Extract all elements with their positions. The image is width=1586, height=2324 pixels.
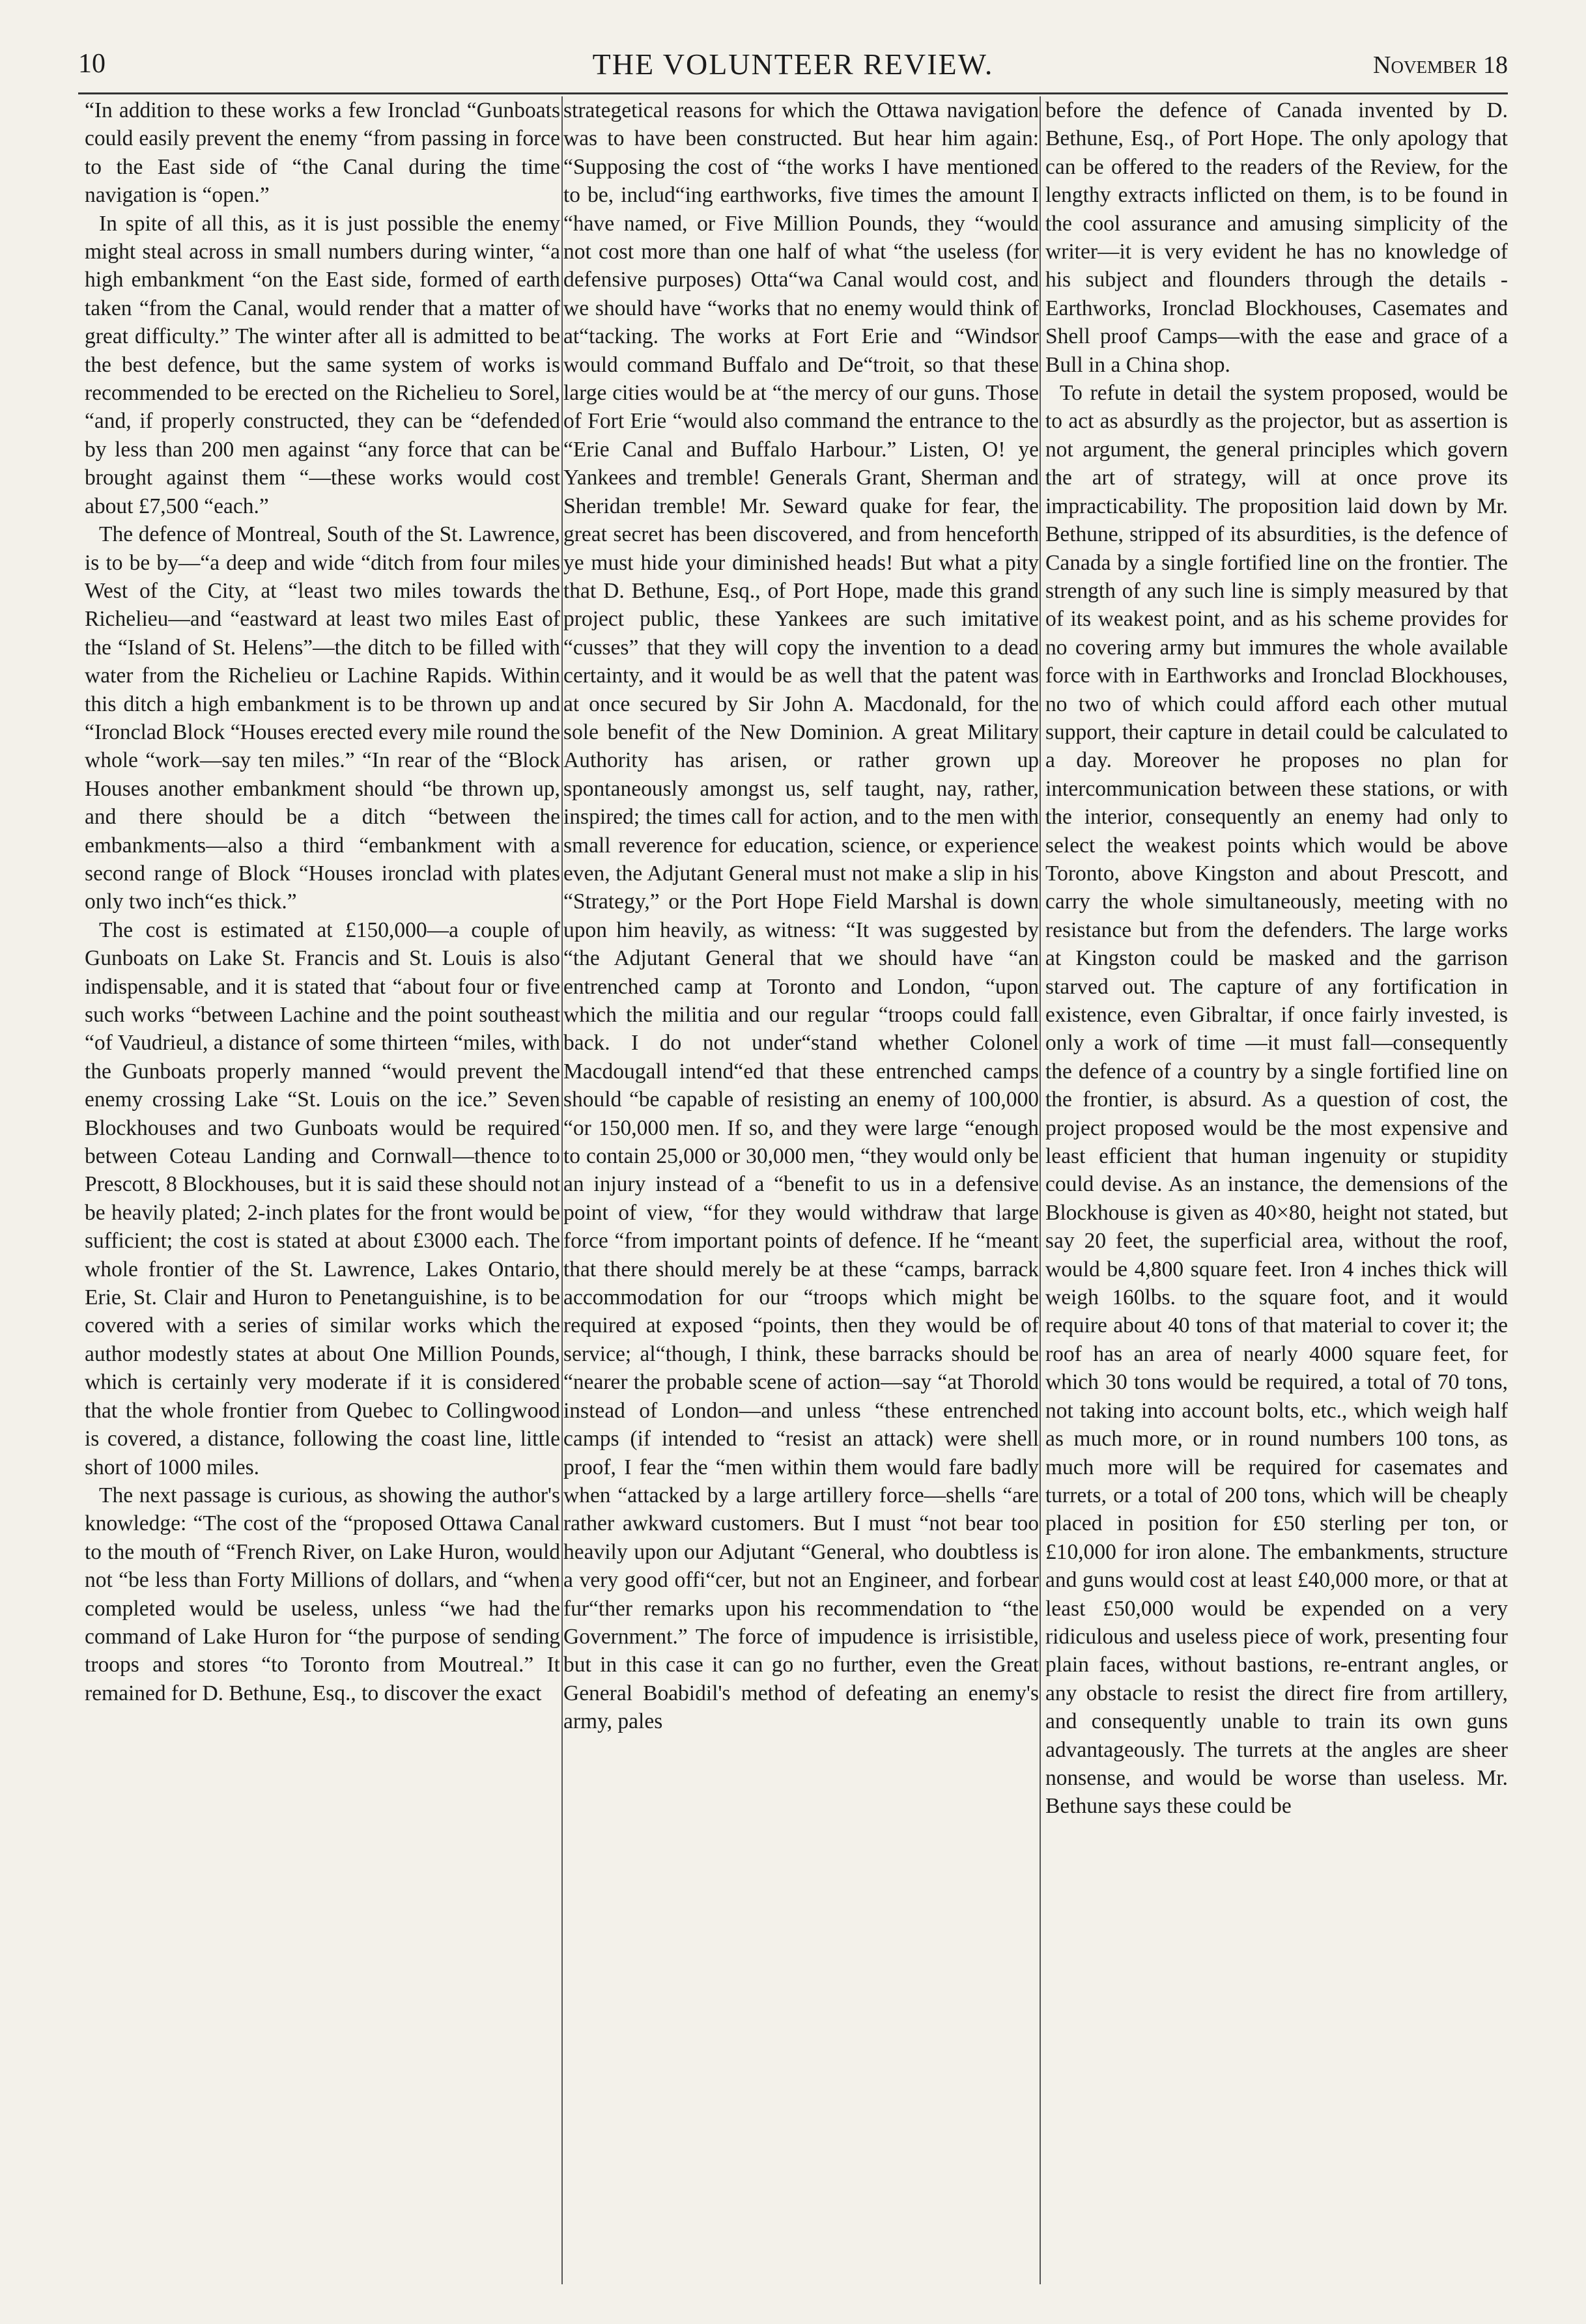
paragraph: The next passage is curious, as showing the author's knowledge: “The cost of the “proposed Ottawa Canal to the mouth of “French River, on Lake Huron, would not “be less than Forty Millions of dollars, and “when completed would be useless, unless “we had the command of Lake Huron for “the purpose of sending troops and stores “to Toronto from Moutreal.” It remained for D. Bethune, Esq., to discover the exact [85,1483,560,1705]
page-header [78,34,1508,92]
paragraph: To refute in detail the system proposed, would be to act as absurdly as the projector, but as assertion is not argument, the general principles which govern the art of strategy, will at once prove its impracticability. The proposition laid down by Mr. Bethune, stripped of its absurdities, is the defence of Canada by a single fortified line on the frontier. The strength of any such line is simply measured by that of its weakest point, and as his scheme provides for no covering army but immures the whole available force with in Earthworks and Ironclad Blockhouses, no two of which could afford each other mutual support, their capture in detail could be calculated to a day. Moreover he proposes no plan for intercommunication between these stations, or with the interior, consequently an enemy had only to select the weakest points which would be above Toronto, above Kingston and about Prescott, and carry the whole simultaneously, meeting with no resistance but from the defenders. The large works at Kingston could be masked and the garrison starved out. The capture of any fortification in existence, even Gibraltar, if once fairly invested, is only a work of time —it must fall—consequently the defence of a country by a single fortified line on the frontier, is absurd. As a question of cost, the project proposed would be the most expensive and least efficient that human ingenuity or stupidity could devise. As an instance, the demensions of the Blockhouse is given as 40×80, height not stated, but say 20 feet, the superficial area, without the roof, would be 4,800 square feet. Iron 4 inches thick will weigh 160lbs. to the square foot, and it would require about 40 tons of that material to cover it; the roof has an area of nearly 4000 square feet, for which 30 tons would be required, a total of 70 tons, not taking into account bolts, etc., which weigh half as much more, or in round numbers 100 tons, as much more will be required for casemates and turrets, or a total of 200 tons, which will be cheaply placed in position for £50 sterling per ton, or £10,000 for iron alone. The embankments, structure and guns would cost at least £40,000 more, or that at least £50,000 would be expended on a very ridiculous and useless piece of work, presenting four plain faces, without bastions, re-entrant angles, or any obstacle to resist the direct fire from artillery, and consequently unable to train its own guns advantageously. The turrets at the angles are sheer nonsense, and would be worse than useless. Mr. Bethune says these could be [1045,381,1508,1819]
paragraph: The cost is estimated at £150,000—a couple of Gunboats on Lake St. Francis and St. Louis is also indispensable, and it is stated that “about four or five such works “between Lachine and the point southeast “of Vaudrieul, a distance of some thirteen “miles, with the Gunboats properly manned “would prevent the enemy crossing Lake “St. Louis on the ice.” Seven Blockhouses and two Gunboats would be required between Coteau Landing and Cornwall—thence to Prescott, 8 Blockhouses, but it is said these should not be heavily plated; 2-inch plates for the front would be sufficient; the cost is stated at about £3000 each. The whole frontier of the St. Lawrence, Lakes Ontario, Erie, St. Clair and Huron to Penetanguishine, is to be covered with a series of similar works which the author modestly states at about One Million Pounds, which is certainly very moderate if it is considered that the whole frontier from Quebec to Collingwood is covered, a distance, following the coast line, little short of 1000 miles. [85,917,560,1479]
issue-date: November 18 [1373,51,1508,79]
paragraph: strategetical reasons for which the Ottawa navigation was to have been constructed. But hear him again: “Supposing the cost of “the works I have mentioned to be, includ“ing earthworks, five times the amount I “have named, or Five Million Pounds, they “would not cost more than one half of what “the useless (for defensive purposes) Otta“wa Canal would cost, and we should have “works that no enemy would think of at“tacking. The works at Fort Erie and “Windsor would command Buffalo and De“troit, so that these large cities would be at “the mercy of our guns. Those of Fort Erie “would also command the entrance to the “Erie Canal and Buffalo Harbour.” Listen, O! ye Yankees and tremble! Generals Grant, Sherman and Sheridan tremble! Mr. Seward quake for fear, the great secret has been discovered, and from henceforth ye must hide your diminished heads! But what a pity that D. Bethune, Esq., of Port Hope, made this grand project public, these Yankees are such imitative “cusses” that they will copy the invention to a dead certainty, and it would be as well that the patent was at once secured by Sir John A. Macdonald, for the sole benefit of the New Dominion. A great Military Authority has arisen, or rather grown up spontaneously amongst us, self taught, nay, rather, inspired; the times call for action, and to the men with small reverence for education, science, or experience even, the Adjutant General must not make a slip in his “Strategy,” or the Port Hope Field Marshal is down upon him heavily, as witness: “It was suggested by “the Adjutant General that we should have “an entrenched camp at Toronto and London, “upon which the militia and our regular “troops could fall back. I do not under“stand whether Colonel Macdougall intend“ed that these entrenched camps should “be capable of resisting an enemy of 100,000 “or 150,000 men. If so, and they were large “enough to contain 25,000 or 30,000 men, “they would only be an injury instead of a “benefit to us in a defensive point of view, “for they would withdraw that large force “from important points of defence. If he “meant that there should merely be at these “camps, barrack accommodation for our “troops which might be required at exposed “points, then they would be of service; al“though, I think, these barracks should be “nearer the probable scene of action—say “at Thorold instead of London—and unless “these entrenched camps (if intended to “resist an attack) were shell proof, I fear the “men within them would fare badly when “attacked by a large artillery force—shells “are rather awkward customers. But I must “not bear too heavily upon our Adjutant “General, who doubtless is a very good offi“cer, but not an Engineer, and forbear fur“ther remarks upon his recommendation to “the Government.” The force of impudence is irrisistible, but in this case it can go no further, even the Great General Boabidil's method of defeating an enemy's army, pales [563,98,1039,1734]
paragraph: before the defence of Canada invented by D. Bethune, Esq., of Port Hope. The only apology that can be offered to the readers of the Review, for the lengthy extracts inflicted on them, is to be found in the cool assurance and amusing simplicity of the writer—it is very evident he has no knowledge of his subject and flounders through the details - Earthworks, Ironclad Blockhouses, Casemates and Shell proof Camps—with the ease and grace of a Bull in a China shop. [1045,98,1508,377]
header-rule [78,92,1508,94]
paragraph: “In addition to these works a few Ironclad “Gunboats could easily prevent the enemy “from passing in force to the East side of “the Canal during the time navigation is “open.” [85,98,560,208]
column-2 [563,96,1039,2284]
column-3 [1045,96,1508,2284]
page-number: 10 [78,49,106,79]
paragraph: The defence of Montreal, South of the St. Lawrence, is to be by—“a deep and wide “ditch from four miles West of the City, at “least two miles towards the Richelieu—and “eastward at least two miles East of the “Island of St. Helens”—the ditch to be filled with water from the Richelieu or Lachine Rapids. Within this ditch a high embankment is to be thrown up and “Ironclad Block “Houses erected every mile round the whole “work—say ten miles.” “In rear of the “Block Houses another embankment should “be thrown up, and there should be a ditch “between the embankments—also a third “embankment with a second range of Block “Houses ironclad with plates only two inch“es thick.” [85,522,560,914]
paragraph: In spite of all this, as it is just possible the enemy might steal across in small numbers during winter, “a high embankment “on the East side, formed of earth taken “from the Canal, would render that a matter of great difficulty.” The winter after all is admitted to be the best defence, but the same system of works is recommended to be erected on the Richelieu to Sorel, “and, if properly constructed, they can be “defended by less than 200 men against “any force that can be brought against them “—these works would cost about £7,500 “each.” [85,211,560,518]
column-1 [85,96,560,2284]
journal-title: THE VOLUNTEER REVIEW. [592,48,994,81]
column-divider [1040,96,1041,2284]
column-divider [561,96,563,2284]
